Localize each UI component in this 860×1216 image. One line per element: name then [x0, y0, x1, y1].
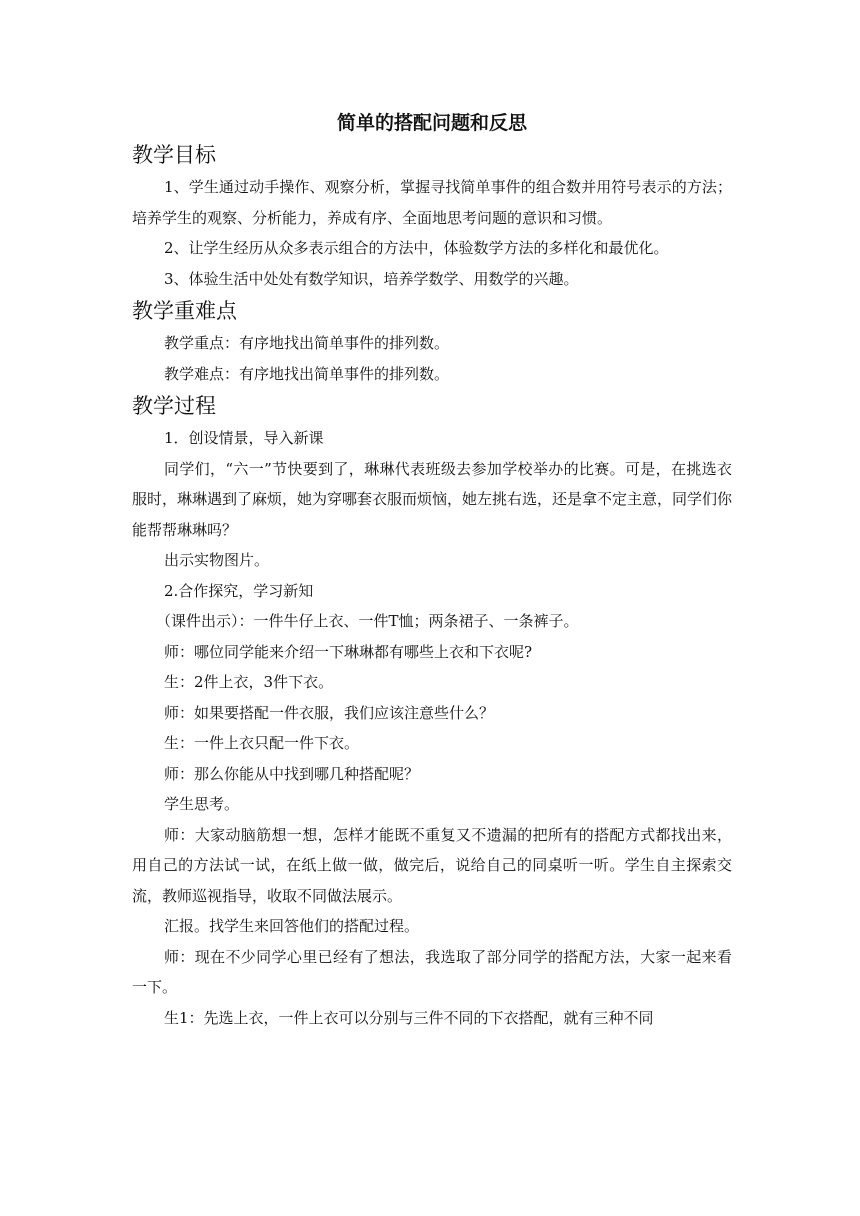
- process-paragraph: （课件出示）：一件牛仔上衣、一件T恤；两条裙子、一条裤子。: [156, 612, 579, 630]
- process-paragraph: 学生思考。: [164, 795, 240, 813]
- process-paragraph: 生1：先选上衣，一件上衣可以分别与三件不同的下衣搭配，就有三种不同: [164, 1008, 654, 1027]
- process-paragraph: 师：现在不少同学心里已经有了想法，我选取了部分同学的搭配方法，大家一起来看一下。: [132, 947, 732, 996]
- keypoint-difficulty: 教学难点：有序地找出简单事件的排列数。: [164, 364, 450, 383]
- goal-item-2: 2、让学生经历从众多表示组合的方法中，体验数学方法的多样化和最优化。: [164, 239, 669, 257]
- process-paragraph: 汇报。找学生来回答他们的搭配过程。: [164, 917, 420, 935]
- goal-item-1: 1、学生通过动手操作、观察分析，掌握寻找简单事件的组合数并用符号表示的方法；培养学生的观察、分析能力，养成有序、全面地思考问题的意识和习惯。: [132, 178, 732, 227]
- process-paragraph: 同学们，“六一”节快要到了，琳琳代表班级去参加学校举办的比赛。可是，在挑选衣服时，琳琳遇到了麻烦，她为穿哪套衣服而烦恼，她左挑右选，还是拿不定主意，同学们你能帮帮琳琳吗？: [132, 459, 733, 539]
- process-paragraph: 出示实物图片。: [164, 551, 270, 569]
- section-heading-keypoints: 教学重难点: [132, 299, 237, 323]
- process-step-2: 2.合作探究，学习新知: [164, 581, 314, 600]
- process-paragraph: 师：哪位同学能来介绍一下琳琳都有哪些上衣和下衣呢?: [164, 642, 533, 661]
- process-step-1: 1．创设情景，导入新课: [164, 429, 324, 447]
- process-paragraph: 生：2件上衣，3件下衣。: [164, 673, 334, 691]
- process-paragraph: 师：大家动脑筋想一想，怎样才能既不重复又不遗漏的把所有的搭配方式都找出来，用自己的方法试一试，在纸上做一做，做完后，说给自己的同桌听一听。学生自主探索交流，教师巡视指导，收取不同做法展示。: [132, 825, 732, 905]
- document-title: 简单的搭配问题和反思: [336, 112, 527, 134]
- section-heading-process: 教学过程: [132, 394, 216, 418]
- process-paragraph: 师：如果要搭配一件衣服，我们应该注意些什么？: [164, 703, 495, 722]
- document-page: [132, 108, 732, 1033]
- process-paragraph: 师：那么你能从中找到哪几种搭配呢？: [164, 764, 420, 783]
- goal-item-3: 3、体验生活中处处有数学知识，培养学数学、用数学的兴趣。: [164, 269, 579, 288]
- section-heading-goals: 教学目标: [132, 143, 216, 167]
- process-paragraph: 生：一件上衣只配一件下衣。: [164, 734, 360, 752]
- keypoint-focus: 教学重点：有序地找出简单事件的排列数。: [164, 334, 450, 352]
